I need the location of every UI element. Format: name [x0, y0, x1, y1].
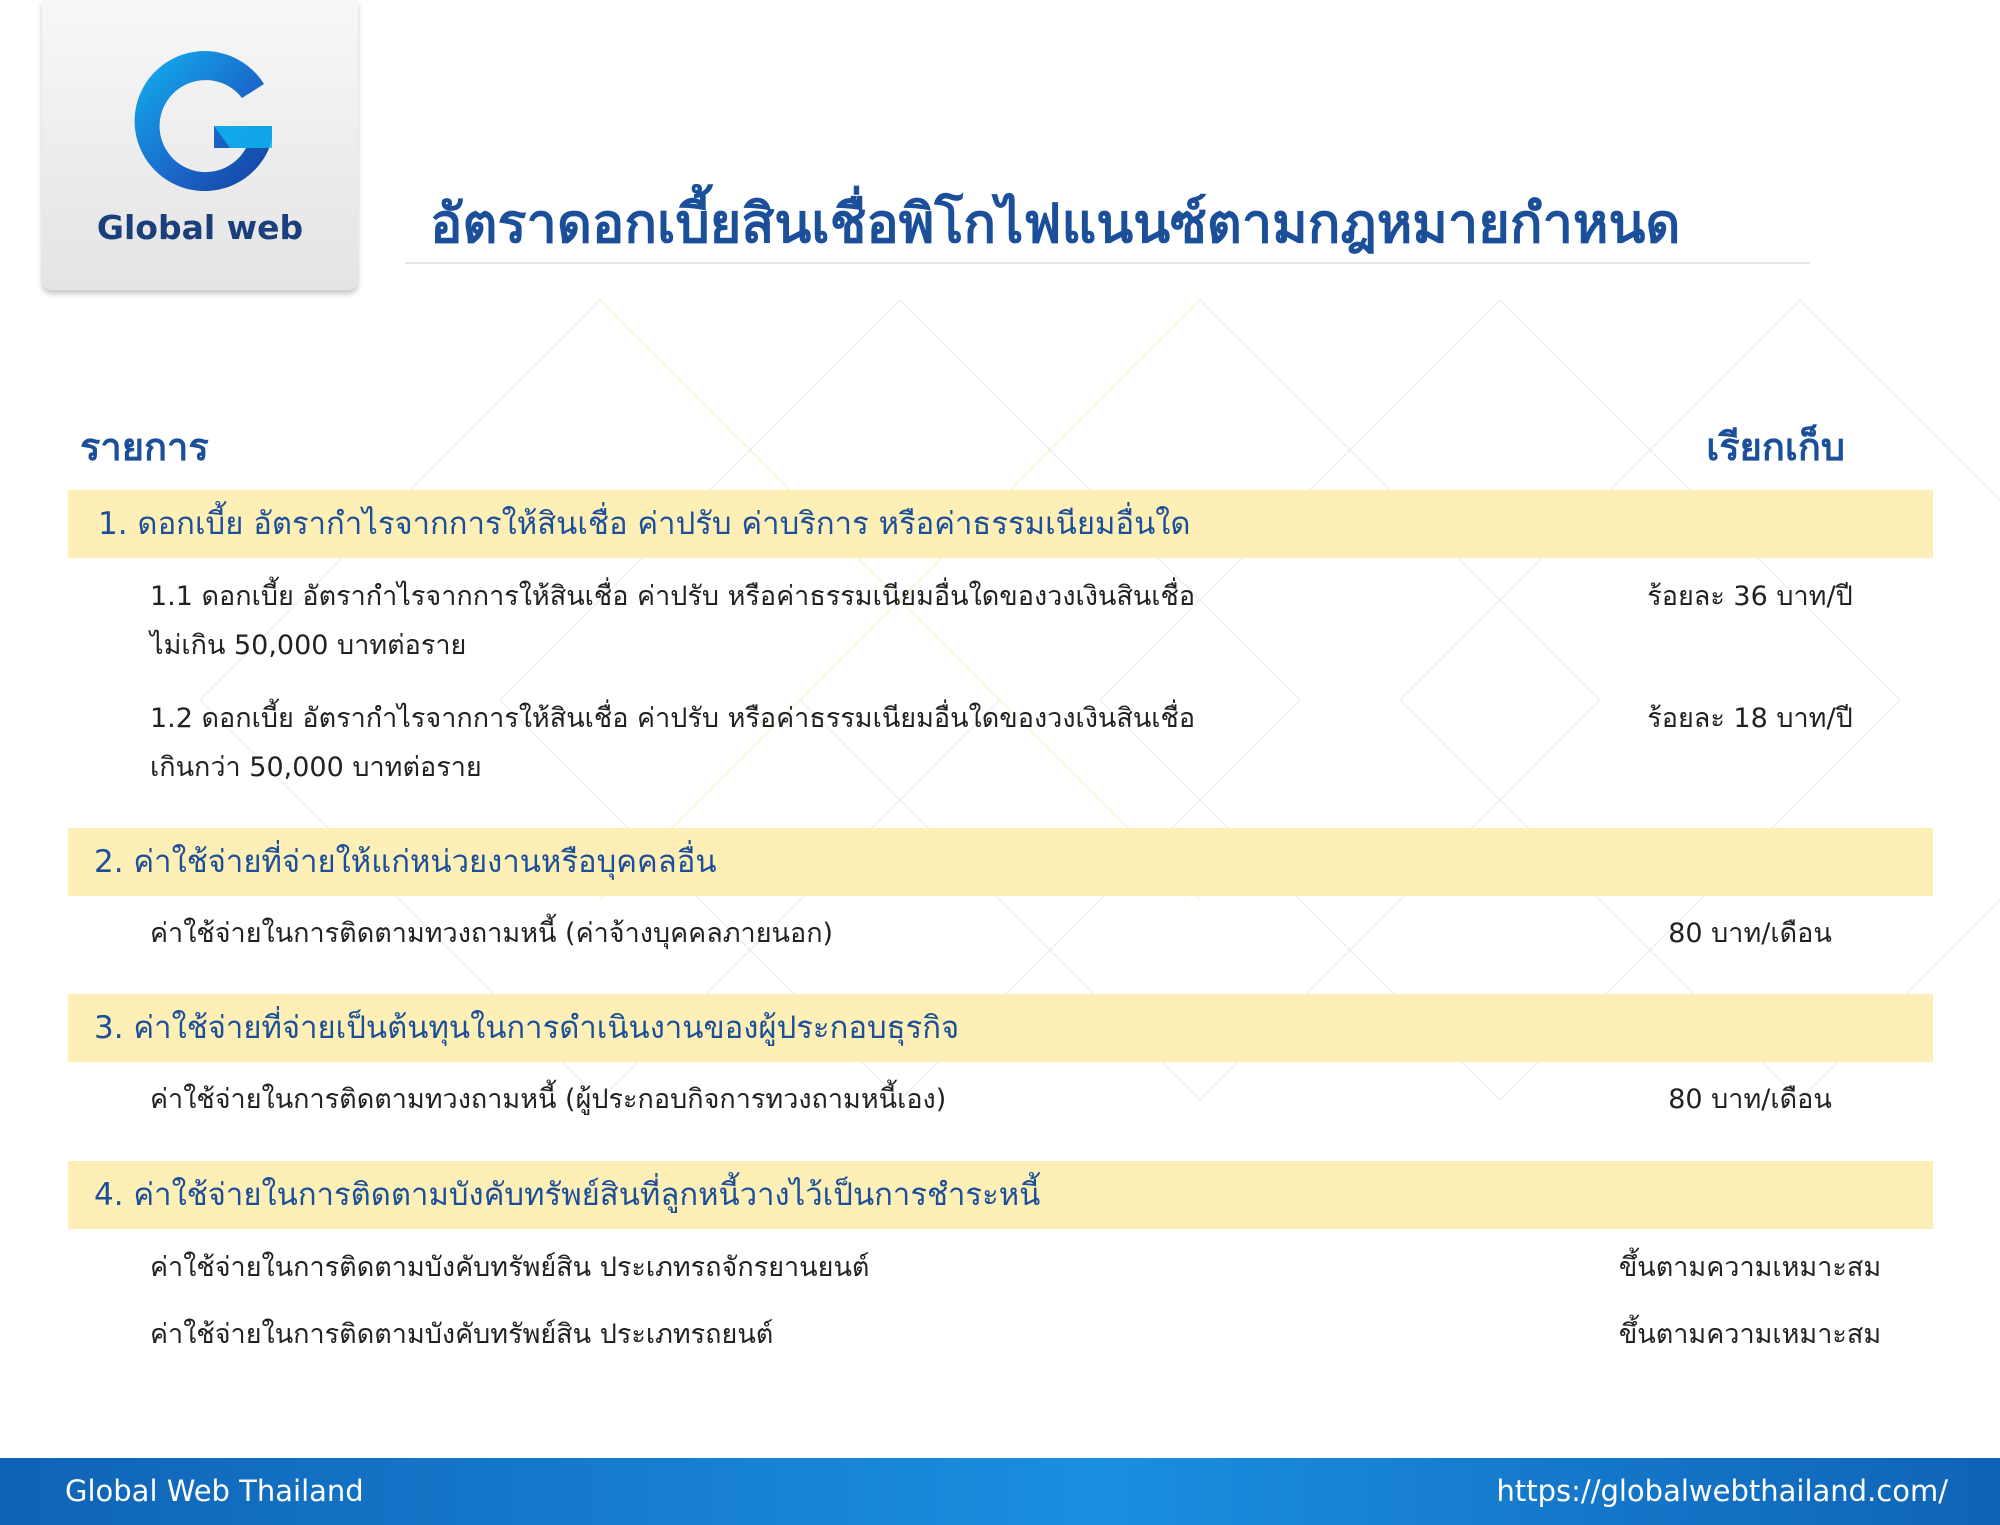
section-band-3: [68, 994, 1933, 1062]
item-1-1-line1: 1.1 ดอกเบี้ย อัตรากำไรจากการให้สินเชื่อ ค่าปรับ หรือค่าธรรมเนียมอื่นใดของวงเงินสินเชื่อ: [150, 581, 1196, 612]
item-1-2-line1: 1.2 ดอกเบี้ย อัตรากำไรจากการให้สินเชื่อ ค่าปรับ หรือค่าธรรมเนียมอื่นใดของวงเงินสินเชื่อ: [150, 703, 1196, 734]
global-web-g-logo-icon: [122, 48, 282, 198]
section-band-2: [68, 828, 1933, 896]
page-title: อัตราดอกเบี้ยสินเชื่อพิโกไฟแนนซ์ตามกฎหมายกำหนด: [430, 192, 1681, 255]
item-3-1-text: ค่าใช้จ่ายในการติดตามทวงถามหนี้ (ผู้ประกอบกิจการทวงถามหนี้เอง): [150, 1084, 947, 1115]
footer-company-name: Global Web Thailand: [65, 1474, 364, 1508]
item-4-2-text: ค่าใช้จ่ายในการติดตามบังคับทรัพย์สิน ประเภทรถยนต์: [150, 1319, 774, 1350]
column-header-item: รายการ: [80, 425, 209, 469]
title-divider: [405, 262, 1810, 264]
item-1-2-line2: เกินกว่า 50,000 บาทต่อราย: [150, 752, 482, 783]
section-band-4: [68, 1161, 1933, 1229]
item-4-1-value: ขึ้นตามความเหมาะสม: [1618, 1252, 1882, 1283]
footer-bar: [0, 1458, 2000, 1525]
logo-card: [42, 0, 358, 290]
item-3-1-value: 80 บาท/เดือน: [1668, 1084, 1832, 1115]
column-header-charge: เรียกเก็บ: [1706, 425, 1845, 469]
section-title: 1. ดอกเบี้ย อัตรากำไรจากการให้สินเชื่อ ค่าปรับ ค่าบริการ หรือค่าธรรมเนียมอื่นใด: [98, 506, 1191, 542]
item-2-1-value: 80 บาท/เดือน: [1668, 918, 1832, 949]
item-4-1-text: ค่าใช้จ่ายในการติดตามบังคับทรัพย์สิน ประเภทรถจักรยานยนต์: [150, 1252, 870, 1283]
item-1-2-value: ร้อยละ 18 บาท/ปี: [1647, 703, 1853, 734]
item-4-2-value: ขึ้นตามความเหมาะสม: [1618, 1319, 1882, 1350]
section-band-1: [68, 490, 1933, 558]
section-title: 2. ค่าใช้จ่ายที่จ่ายให้แก่หน่วยงานหรือบุคคลอื่น: [94, 844, 717, 880]
footer-website-link[interactable]: https://globalwebthailand.com/: [1496, 1474, 1948, 1508]
item-1-1-line2: ไม่เกิน 50,000 บาทต่อราย: [150, 630, 467, 661]
section-title: 4. ค่าใช้จ่ายในการติดตามบังคับทรัพย์สินที่ลูกหนี้วางไว้เป็นการชำระหนี้: [94, 1177, 1041, 1213]
item-1-1-value: ร้อยละ 36 บาท/ปี: [1647, 581, 1853, 612]
section-title: 3. ค่าใช้จ่ายที่จ่ายเป็นต้นทุนในการดำเนินงานของผู้ประกอบธุรกิจ: [94, 1010, 960, 1046]
item-2-1-text: ค่าใช้จ่ายในการติดตามทวงถามหนี้ (ค่าจ้างบุคคลภายนอก): [150, 918, 834, 949]
logo-text: Global web: [96, 208, 304, 247]
